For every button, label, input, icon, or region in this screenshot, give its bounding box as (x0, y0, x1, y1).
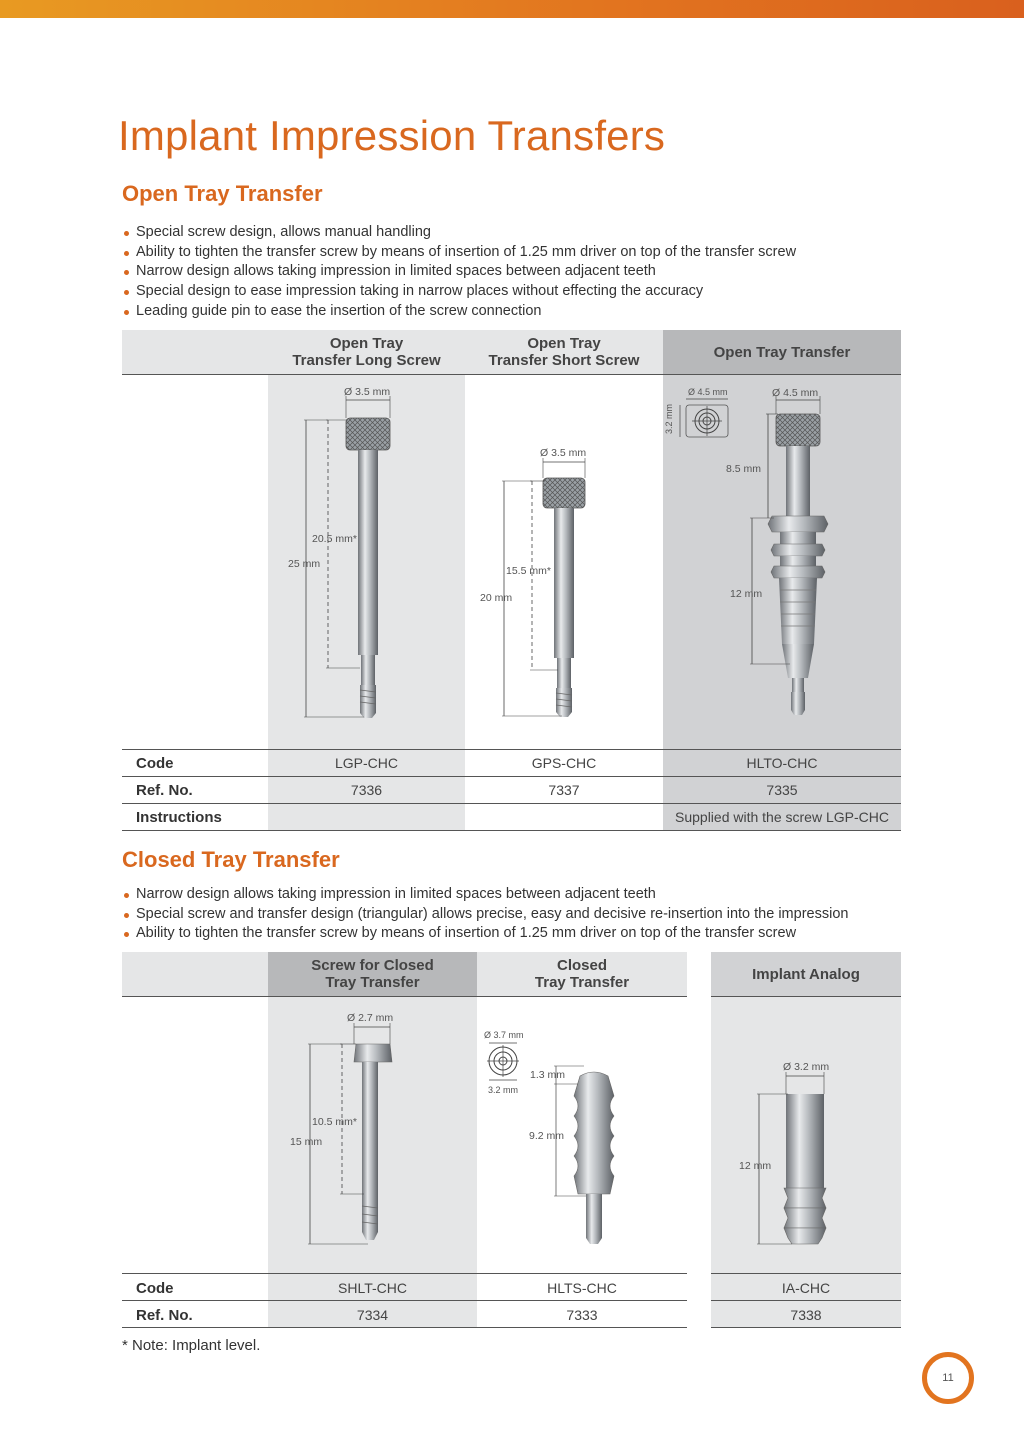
dimension-label: Ø 3.5 mm (540, 447, 587, 459)
code-cell: IA-CHC (781, 1280, 831, 1296)
dimension-label: 12 mm (739, 1160, 772, 1172)
dimension-label: Ø 3.7 mm (484, 1030, 524, 1040)
code-cell: GPS-CHC (531, 755, 597, 771)
code-cell: SHLT-CHC (338, 1280, 407, 1296)
code-cell: HLTS-CHC (547, 1280, 617, 1296)
row-label-instructions: Instructions (136, 809, 222, 826)
ref-cell: 7335 (766, 782, 798, 798)
ref-cell: 7334 (356, 1307, 389, 1323)
open-tray-heading: Open Tray Transfer (122, 181, 323, 206)
dimension-label: 15 mm (290, 1136, 323, 1148)
bullet-item: Ability to tighten the transfer screw by means of insertion of 1.25 mm driver on top of the transfer screw (122, 243, 796, 263)
row-label-ref: Ref. No. (136, 782, 193, 799)
row-label-code: Code (136, 755, 174, 772)
dimension-label: Ø 4.5 mm (772, 387, 819, 399)
instructions-cell: Supplied with the screw LGP-CHC (675, 809, 889, 825)
dimension-label: 10.5 mm* (312, 1116, 357, 1128)
column-header-closed-transfer: Closed Tray Transfer (534, 957, 630, 991)
dimension-label: 9.2 mm (529, 1130, 565, 1142)
dimension-label: 20.5 mm* (312, 533, 357, 545)
dimension-label: 1.3 mm (530, 1069, 566, 1081)
column-header-open-tray: Open Tray Transfer (713, 343, 851, 361)
dimension-label: 3.2 mm (664, 403, 675, 435)
page-number-badge (922, 1352, 974, 1404)
dimension-label: 20 mm (480, 592, 513, 604)
closed-tray-heading: Closed Tray Transfer (122, 847, 340, 872)
column-header-short-screw: Open Tray Transfer Short Screw (488, 335, 640, 369)
dimension-label: 25 mm (288, 558, 321, 570)
code-cell: LGP-CHC (334, 755, 398, 771)
ref-cell: 7338 (790, 1307, 822, 1323)
row-label-ref: Ref. No. (136, 1307, 193, 1324)
dimension-label: 3.2 mm (488, 1085, 519, 1095)
column-header-screw-closed: Screw for Closed Tray Transfer (311, 957, 434, 991)
column-header-long-screw: Open Tray Transfer Long Screw (292, 335, 441, 369)
footnote: * Note: Implant level. (122, 1337, 261, 1354)
ref-cell: 7333 (566, 1307, 598, 1323)
dimension-label: Ø 2.7 mm (347, 1012, 394, 1024)
dimension-label: Ø 4.5 mm (688, 387, 728, 397)
bullet-item: Special screw design, allows manual handling (122, 223, 796, 243)
row-label-code: Code (136, 1280, 174, 1297)
ref-cell: 7336 (350, 782, 383, 798)
dimension-label: Ø 3.5 mm (344, 386, 391, 398)
page-title: Implant Impression Transfers (118, 112, 666, 159)
ref-cell: 7337 (548, 782, 580, 798)
bullet-item: Ability to tighten the transfer screw by means of insertion of 1.25 mm driver on top of the transfer screw (122, 924, 848, 944)
bullet-item: Narrow design allows taking impression in limited spaces between adjacent teeth (122, 885, 848, 905)
bullet-item: Narrow design allows taking impression in limited spaces between adjacent teeth (122, 262, 796, 282)
bullet-item: Special design to ease impression taking in narrow places without effecting the accuracy (122, 282, 796, 302)
dimension-label: 12 mm (730, 588, 763, 600)
bullet-item: Special screw and transfer design (triangular) allows precise, easy and decisive re-insertion into the impression (122, 905, 848, 925)
page-number: 11 (942, 1372, 954, 1384)
code-cell: HLTO-CHC (746, 755, 818, 771)
bullet-item: Leading guide pin to ease the insertion of the screw connection (122, 302, 796, 322)
dimension-label: 8.5 mm (726, 463, 762, 475)
dimension-label: 15.5 mm* (506, 565, 551, 577)
dimension-label: Ø 3.2 mm (783, 1061, 830, 1073)
column-header-implant-analog: Implant Analog (752, 965, 860, 983)
